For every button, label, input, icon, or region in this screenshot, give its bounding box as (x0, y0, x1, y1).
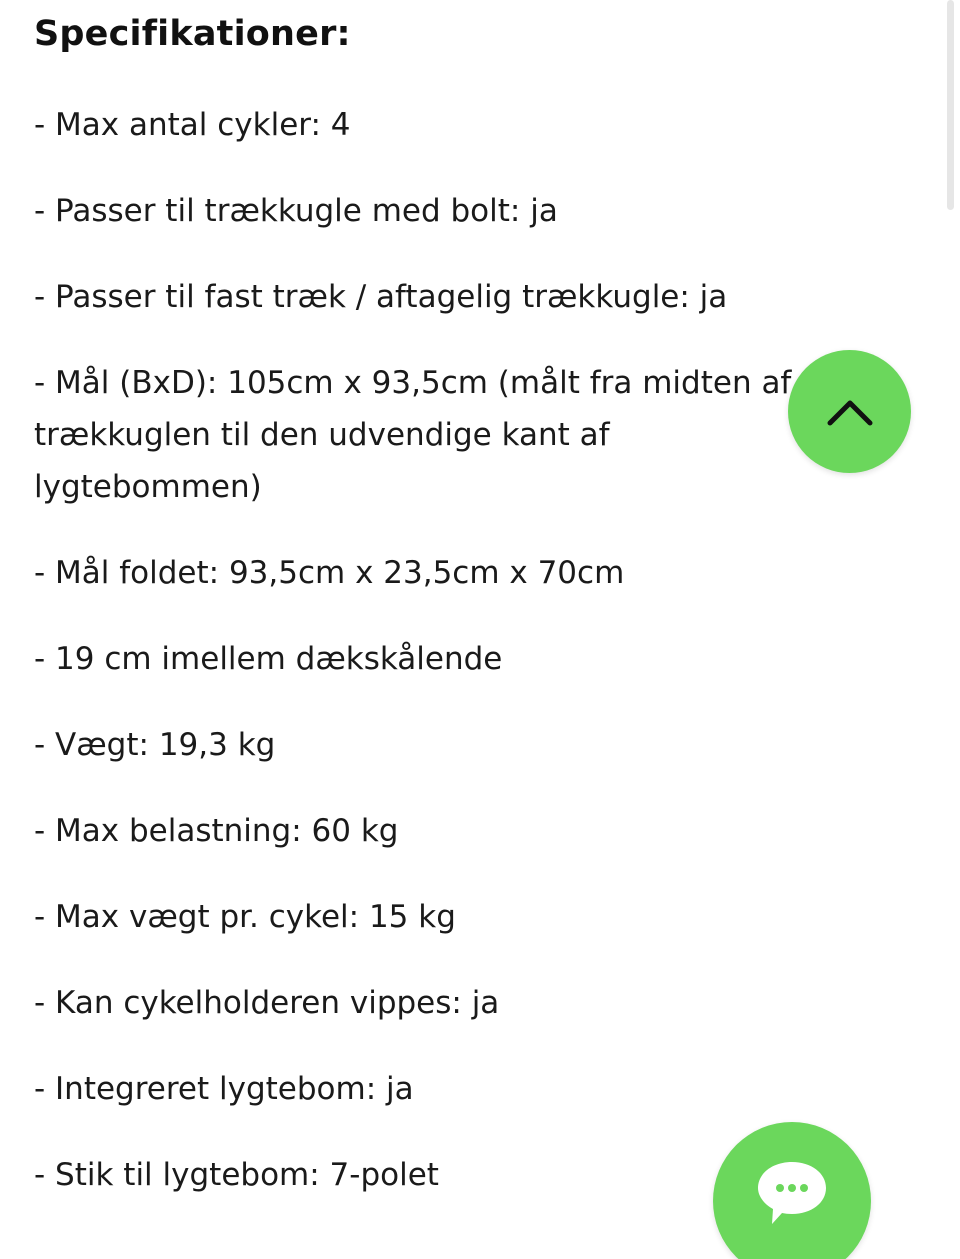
spec-item-fixed-removable-tow: - Passer til fast træk / aftagelig trækkugle: ja (34, 279, 728, 315)
scrollbar[interactable] (947, 0, 954, 210)
spec-item-wheel-tray-gap: - 19 cm imellem dækskålende (34, 641, 503, 677)
scroll-to-top-button[interactable] (788, 350, 911, 473)
spec-item-tiltable: - Kan cykelholderen vippes: ja (34, 985, 500, 1021)
spec-item-weight: - Vægt: 19,3 kg (34, 727, 276, 763)
spec-item-max-bikes: - Max antal cykler: 4 (34, 107, 351, 143)
spec-item-max-weight-per-bike: - Max vægt pr. cykel: 15 kg (34, 899, 456, 935)
chevron-up-icon (822, 392, 878, 432)
spec-item-tow-ball-bolt: - Passer til trækkugle med bolt: ja (34, 193, 558, 229)
page-title: Specifikationer: (34, 14, 351, 54)
spec-item-integrated-light-bar: - Integreret lygtebom: ja (34, 1071, 414, 1107)
spec-item-max-load: - Max belastning: 60 kg (34, 813, 399, 849)
spec-item-folded-dimensions: - Mål foldet: 93,5cm x 23,5cm x 70cm (34, 555, 625, 591)
chat-bubble-icon (752, 1152, 832, 1232)
spec-item-light-bar-plug: - Stik til lygtebom: 7-polet (34, 1157, 439, 1193)
spec-item-dimensions: - Mål (BxD): 105cm x 93,5cm (målt fra midten af trækkuglen til den udvendige kant af lygtebommen) (34, 365, 792, 505)
